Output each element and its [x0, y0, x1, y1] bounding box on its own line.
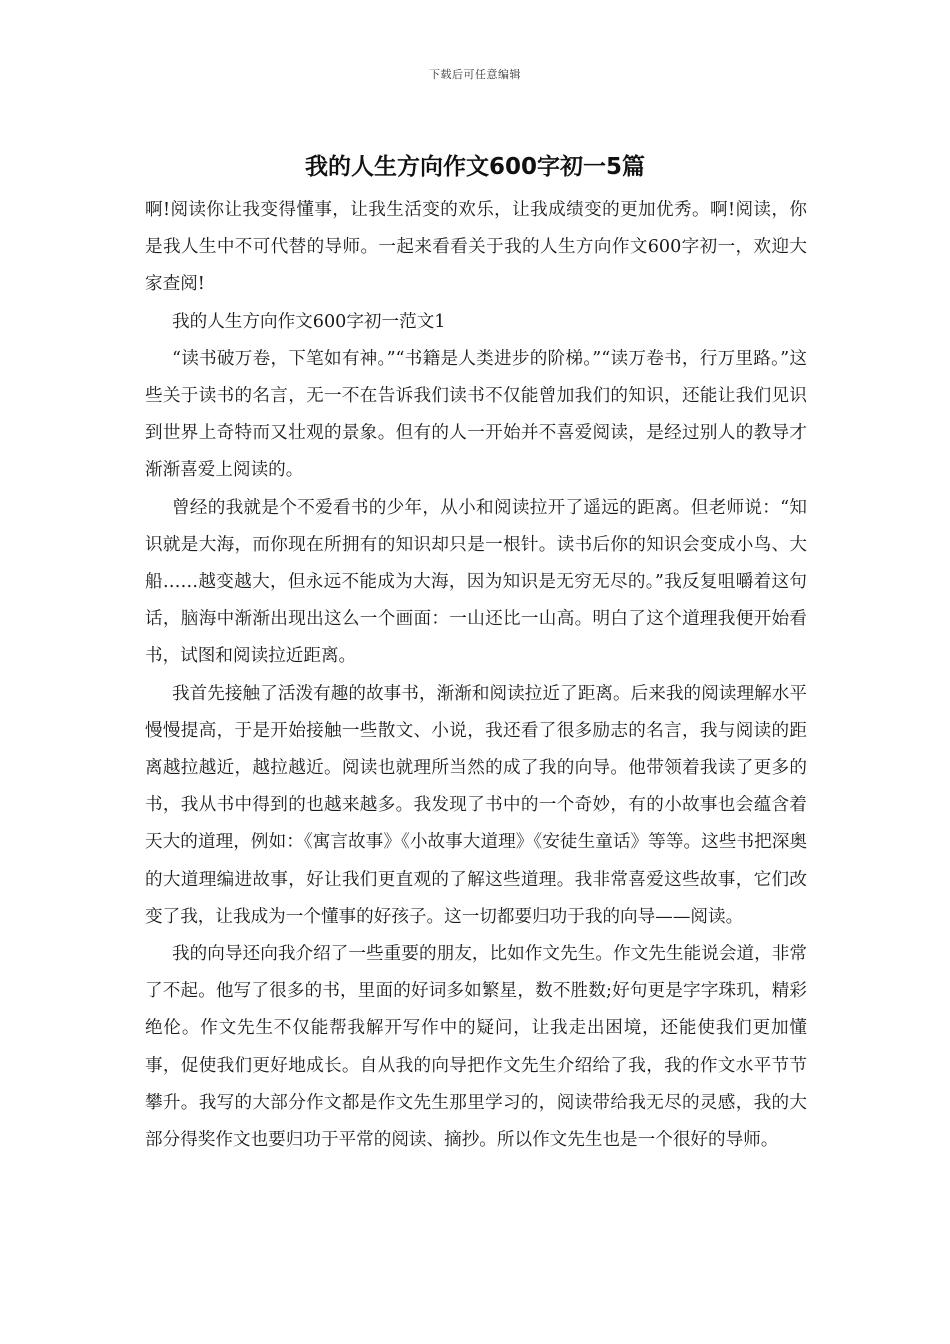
document-title: 我的人生方向作文600字初一5篇 [304, 154, 645, 180]
document-body [145, 192, 807, 1159]
body-paragraph: 我的向导还向我介绍了一些重要的朋友，比如作文先生。作文先生能说会道，非常了不起。他写了很多的书，里面的好词多如繁星，数不胜数;好句更是字字珠玑，精彩绝伦。作文先生不仅能帮我解开写作中的疑问，让我走出困境，还能使我们更加懂事，促使我们更好地成长。自从我的向导把作文先生介绍给了我，我的作文水平节节攀升。我写的大部分作文都是作文先生那里学习的，阅读带给我无尽的灵感，我的大部分得奖作文也要归功于平常的阅读、摘抄。所以作文先生也是一个很好的导师。 [145, 944, 807, 1151]
intro-paragraph: 啊!阅读你让我变得懂事，让我生活变的欢乐，让我成绩变的更加优秀。啊!阅读，你是我人生中不可代替的导师。一起来看看关于我的人生方向作文600字初一，欢迎大家查阅! [145, 200, 807, 295]
body-paragraph: 我首先接触了活泼有趣的故事书，渐渐和阅读拉近了距离。后来我的阅读理解水平慢慢提高，于是开始接触一些散文、小说，我还看了很多励志的名言，我与阅读的距离越拉越近，越拉越近。阅读也就理所当然的成了我的向导。他带领着我读了更多的书，我从书中得到的也越来越多。我发现了书中的一个奇妙，有的小故事也会蕴含着天大的道理，例如：《寓言故事》《小故事大道理》《安徒生童话》等等。这些书把深奥的大道理编进故事，好让我们更直观的了解这些道理。我非常喜爱这些故事，它们改变了我，让我成为一个懂事的好孩子。这一切都要归功于我的向导——阅读。 [145, 683, 807, 927]
header-note: 下载后可任意编辑 [429, 68, 521, 81]
body-paragraph: “读书破万卷，下笔如有神。”“书籍是人类进步的阶梯。”“读万卷书，行万里路。”这些关于读书的名言，无一不在告诉我们读书不仅能曾加我们的知识，还能让我们见识到世界上奇特而又壮观的景象。但有的人一开始并不喜爱阅读，是经过别人的教导才渐渐喜爱上阅读的。 [145, 348, 807, 481]
body-paragraph: 曾经的我就是个不爱看书的少年，从小和阅读拉开了遥远的距离。但老师说：“知识就是大海，而你现在所拥有的知识却只是一根针。读书后你的知识会变成小鸟、大船……越变越大，但永远不能成为大海，因为知识是无穷无尽的。”我反复咀嚼着这句话，脑海中渐渐出现出这么一个画面：一山还比一山高。明白了这个道理我便开始看书，试图和阅读拉近距离。 [145, 497, 807, 667]
section-heading: 我的人生方向作文600字初一范文1 [172, 311, 446, 332]
